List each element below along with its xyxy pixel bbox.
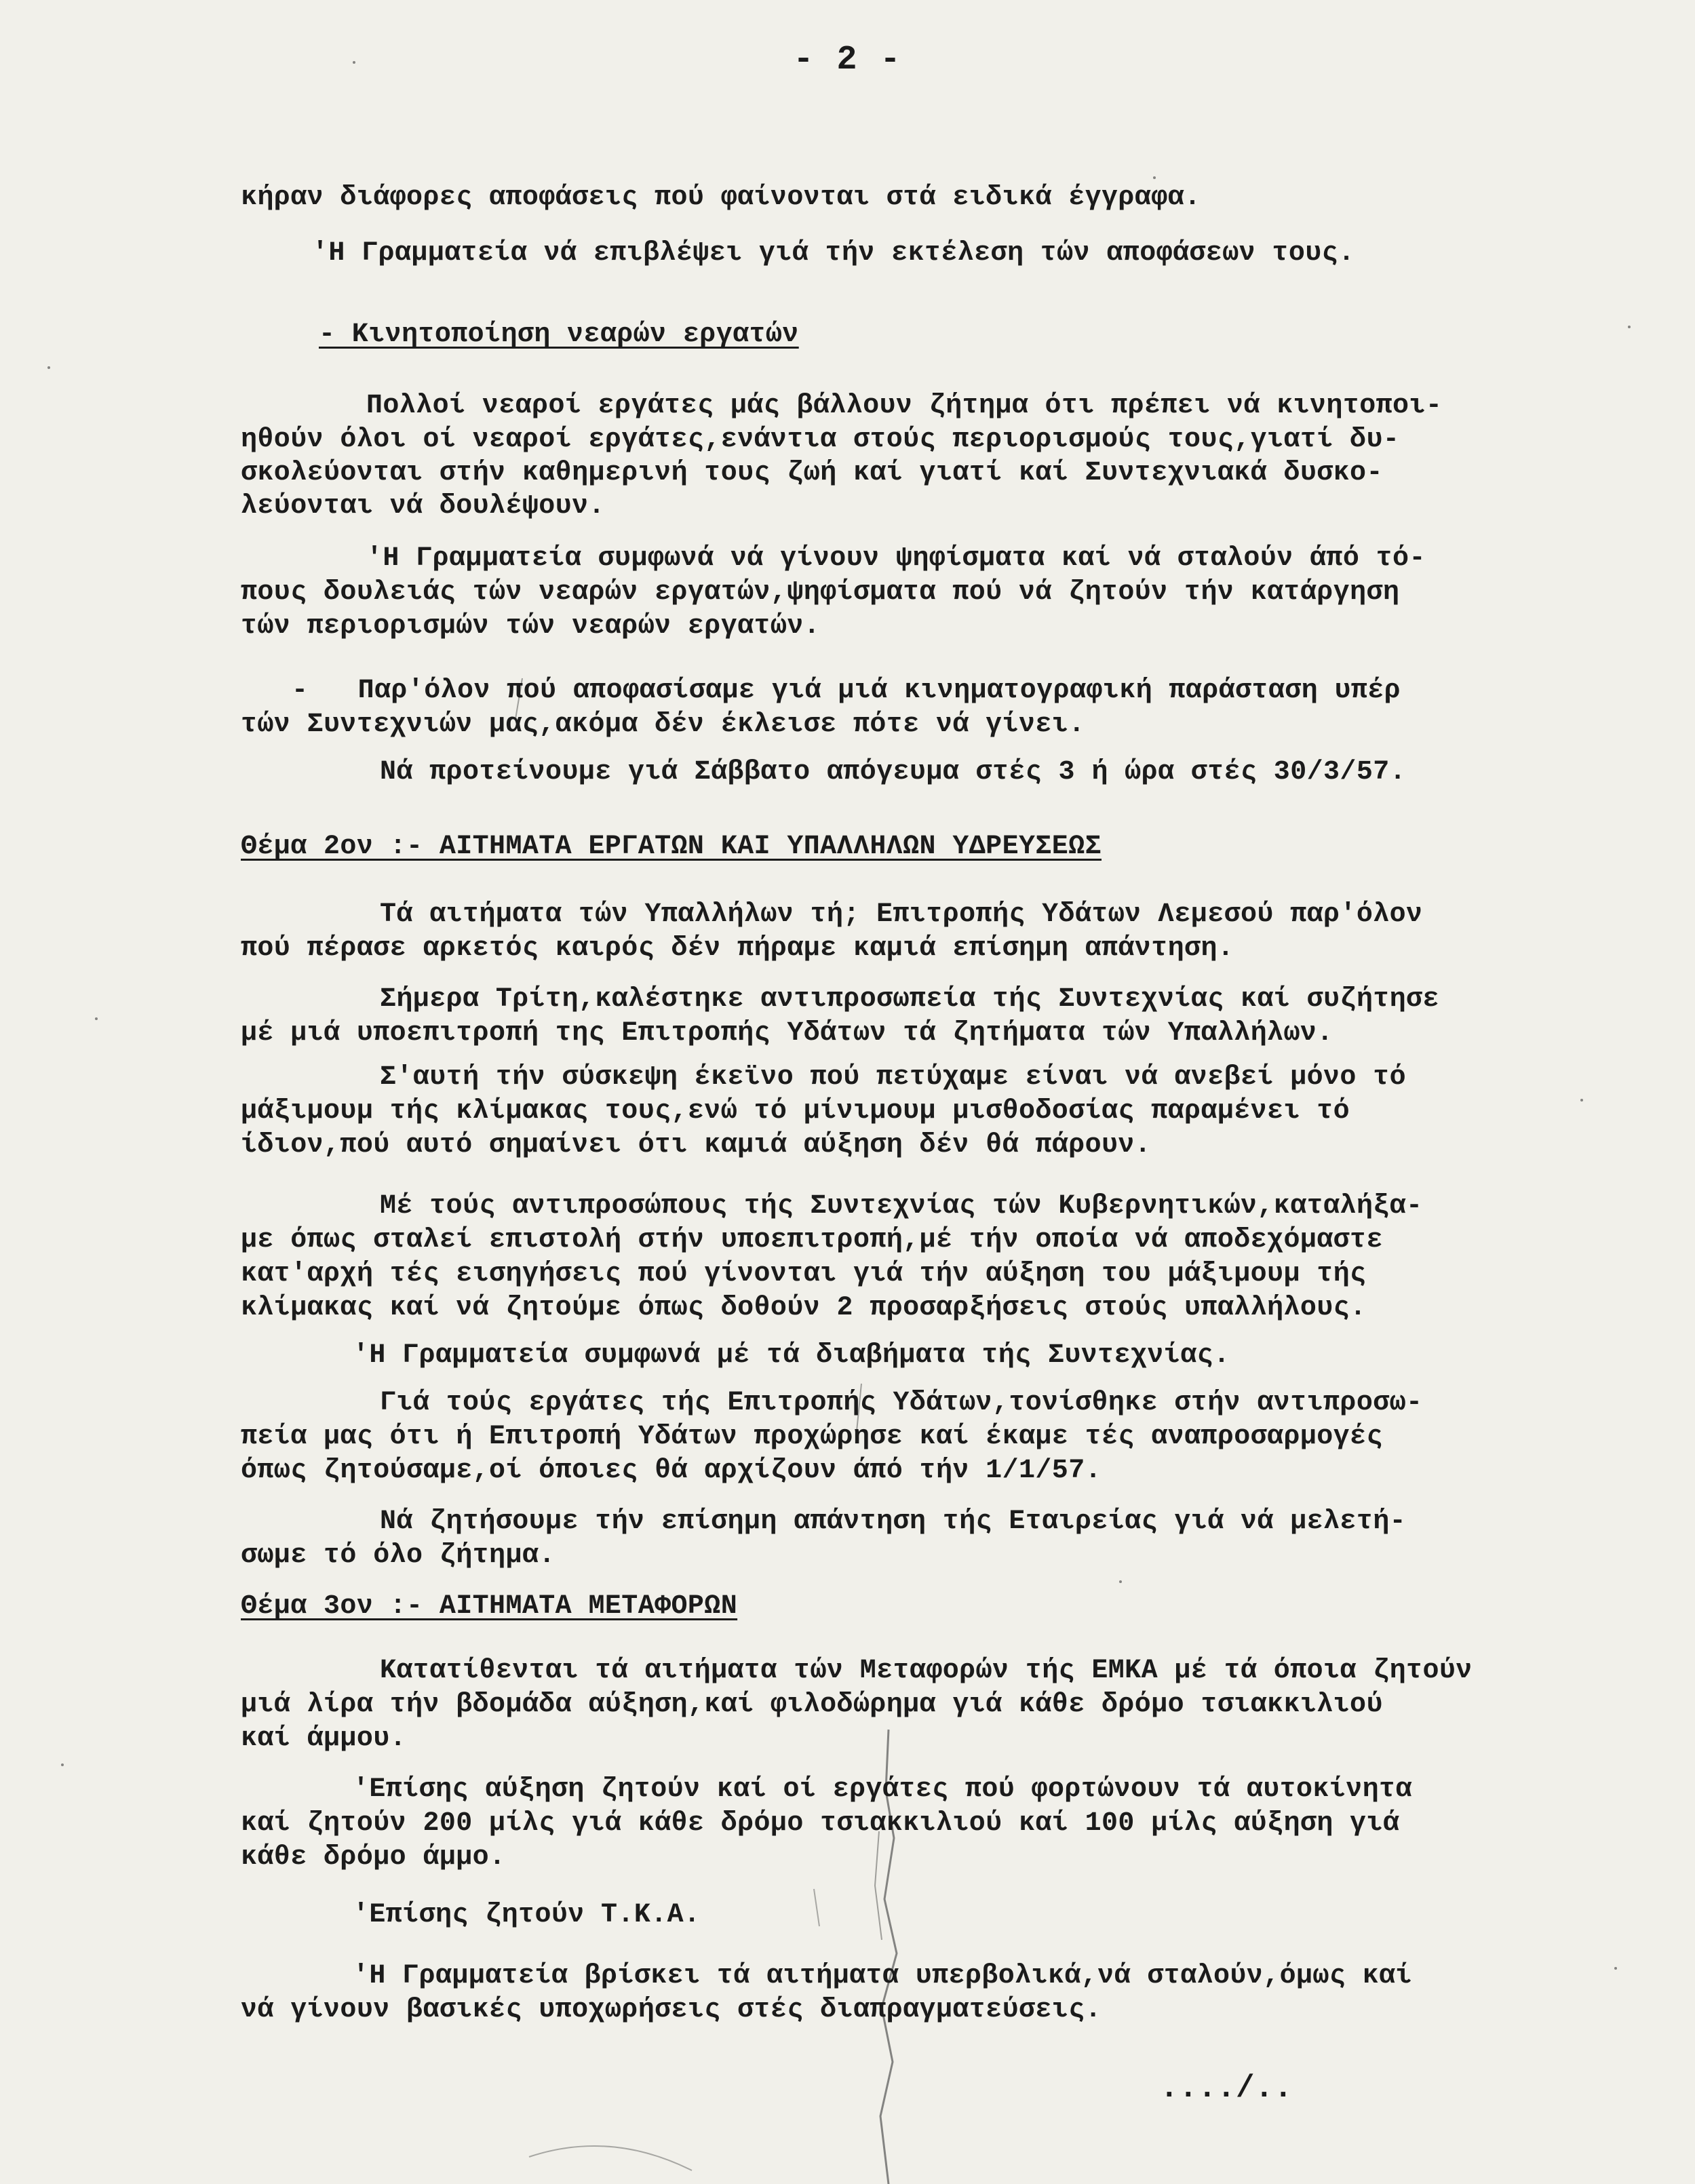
text-line: 'Επίσης αύξηση ζητούν καί οί εργάτες πού φορτώνουν τά αυτοκίνητα xyxy=(353,1774,1412,1805)
text-line: σκολεύονται στήν καθημερινή τους ζωή καί γιατί καί Συντεχνιακά δυσκο- xyxy=(241,458,1383,488)
text-line: λεύονται νά δουλέψουν. xyxy=(241,491,605,522)
text-line: πού πέρασε αρκετός καιρός δέν πήραμε καμιά επίσημη απάντηση. xyxy=(241,933,1234,964)
text-line: Σήμερα Τρίτη,καλέστηκε αντιπροσωπεία τής Συντεχνίας καί συζήτησε xyxy=(380,984,1439,1015)
text-line: καί άμμου. xyxy=(241,1723,407,1754)
text-line: 'Η Γραμματεία συμφωνά νά γίνουν ψηφίσματα καί νά σταλούν άπό τό- xyxy=(366,543,1426,574)
text-line: 'Η Γραμματεία νά επιβλέψει γιά τήν εκτέλεση τών αποφάσεων τους. xyxy=(312,238,1355,269)
text-line: Νά προτείνουμε γιά Σάββατο απόγευμα στές 3 ή ώρα στές 30/3/57. xyxy=(380,757,1407,787)
text-line: 'Επίσης ζητούν Τ.Κ.Α. xyxy=(353,1900,701,1930)
text-line: καί ζητούν 200 μίλς γιά κάθε δρόμο τσιακκιλιού καί 100 μίλς αύξηση γιά xyxy=(241,1808,1400,1839)
text-line: 'Η Γραμματεία συμφωνά μέ τά διαβήματα τής Συντεχνίας. xyxy=(353,1340,1230,1371)
page-number: - 2 - xyxy=(793,41,902,79)
text-line: με όπως σταλεί επιστολή στήν υποεπιτροπή,μέ τήν οποία νά αποδεχόμαστε xyxy=(241,1225,1383,1255)
text-line: νά γίνουν βασικές υποχωρήσεις στές διαπραγματεύσεις. xyxy=(241,1995,1102,2025)
text-line: πεία μας ότι ή Επιτροπή Υδάτων προχώρησε καί έκαμε τές αναπροσαρμογές xyxy=(241,1422,1383,1452)
text-line: κατ'αρχή τές εισηγήσεις πού γίνονται γιά τήν αύξηση του μάξιμουμ τής xyxy=(241,1259,1367,1289)
text-line: Νά ζητήσουμε τήν επίσημη απάντηση τής Εταιρείας γιά νά μελετή- xyxy=(380,1506,1407,1537)
text-line: ηθούν όλοι οί νεαροί εργάτες,ενάντια στούς περιορισμούς τους,γιατί δυ- xyxy=(241,425,1400,455)
text-line: Γιά τούς εργάτες τής Επιτροπής Υδάτων,τονίσθηκε στήν αντιπροσω- xyxy=(380,1388,1423,1418)
text-line: Τά αιτήματα τών Υπαλλήλων τή; Επιτροπής Υδάτων Λεμεσού παρ'όλον xyxy=(380,899,1423,930)
text-line: Μέ τούς αντιπροσώπους τής Συντεχνίας τών Κυβερνητικών,καταλήξα- xyxy=(380,1191,1423,1222)
section-heading-theme-3: Θέμα 3ον :- ΑΙΤΗΜΑΤΑ ΜΕΤΑΦΟΡΩΝ xyxy=(241,1591,738,1622)
text-line: πους δουλειάς τών νεαρών εργατών,ψηφίσματα πού νά ζητούν τήν κατάργηση xyxy=(241,577,1400,608)
text-line: Σ'αυτή τήν σύσκεψη έκεϊνο πού πετύχαμε είναι νά ανεβεί μόνο τό xyxy=(380,1062,1407,1093)
text-line: κάθε δρόμο άμμο. xyxy=(241,1842,506,1873)
text-line: όπως ζητούσαμε,οί όποιες θά αρχίζουν άπό τήν 1/1/57. xyxy=(241,1456,1102,1486)
section-heading-theme-2: Θέμα 2ον :- ΑΙΤΗΜΑΤΑ ΕΡΓΑΤΩΝ ΚΑΙ ΥΠΑΛΛΗΛΩΝ ΥΔΡΕΥΣΕΩΣ xyxy=(241,832,1102,862)
text-line: μιά λίρα τήν βδομάδα αύξηση,καί φιλοδώρημα γιά κάθε δρόμο τσιακκιλιού xyxy=(241,1690,1383,1720)
text-line: τών περιορισμών τών νεαρών εργατών. xyxy=(241,611,821,642)
text-line: Κατατίθενται τά αιτήματα τών Μεταφορών τής ΕΜΚΑ μέ τά όποια ζητούν xyxy=(380,1656,1473,1686)
text-line: 'Η Γραμματεία βρίσκει τά αιτήματα υπερβολικά,νά σταλούν,όμως καί xyxy=(353,1961,1412,1991)
text-line: ίδιον,πού αυτό σημαίνει ότι καμιά αύξηση δέν θά πάρουν. xyxy=(241,1130,1152,1161)
text-line: μάξιμουμ τής κλίμακας τους,ενώ τό μίνιμουμ μισθοδοσίας παραμένει τό xyxy=(241,1096,1350,1127)
text-line: Πολλοί νεαροί εργάτες μάς βάλλουν ζήτημα ότι πρέπει νά κινητοποι- xyxy=(366,391,1443,421)
text-line: - Παρ'όλον πού αποφασίσαμε γιά μιά κινηματογραφική παράσταση υπέρ xyxy=(292,676,1401,706)
text-line: κλίμακας καί νά ζητούμε όπως δοθούν 2 προσαρξήσεις στούς υπαλλήλους. xyxy=(241,1293,1367,1323)
text-line: κήραν διάφορες αποφάσεις πού φαίνονται στά ειδικά έγγραφα. xyxy=(241,182,1201,213)
continuation-mark: ..../.. xyxy=(1160,2071,1293,2106)
section-heading: - Κινητοποίηση νεαρών εργατών xyxy=(319,319,799,350)
text-line: σωμε τό όλο ζήτημα. xyxy=(241,1540,556,1571)
text-line: μέ μιά υποεπιτροπή της Επιτροπής Υδάτων τά ζητήματα τών Υπαλλήλων. xyxy=(241,1018,1333,1049)
text-line: τών Συντεχνιών μας,ακόμα δέν έκλεισε πότε νά γίνει. xyxy=(241,709,1085,740)
